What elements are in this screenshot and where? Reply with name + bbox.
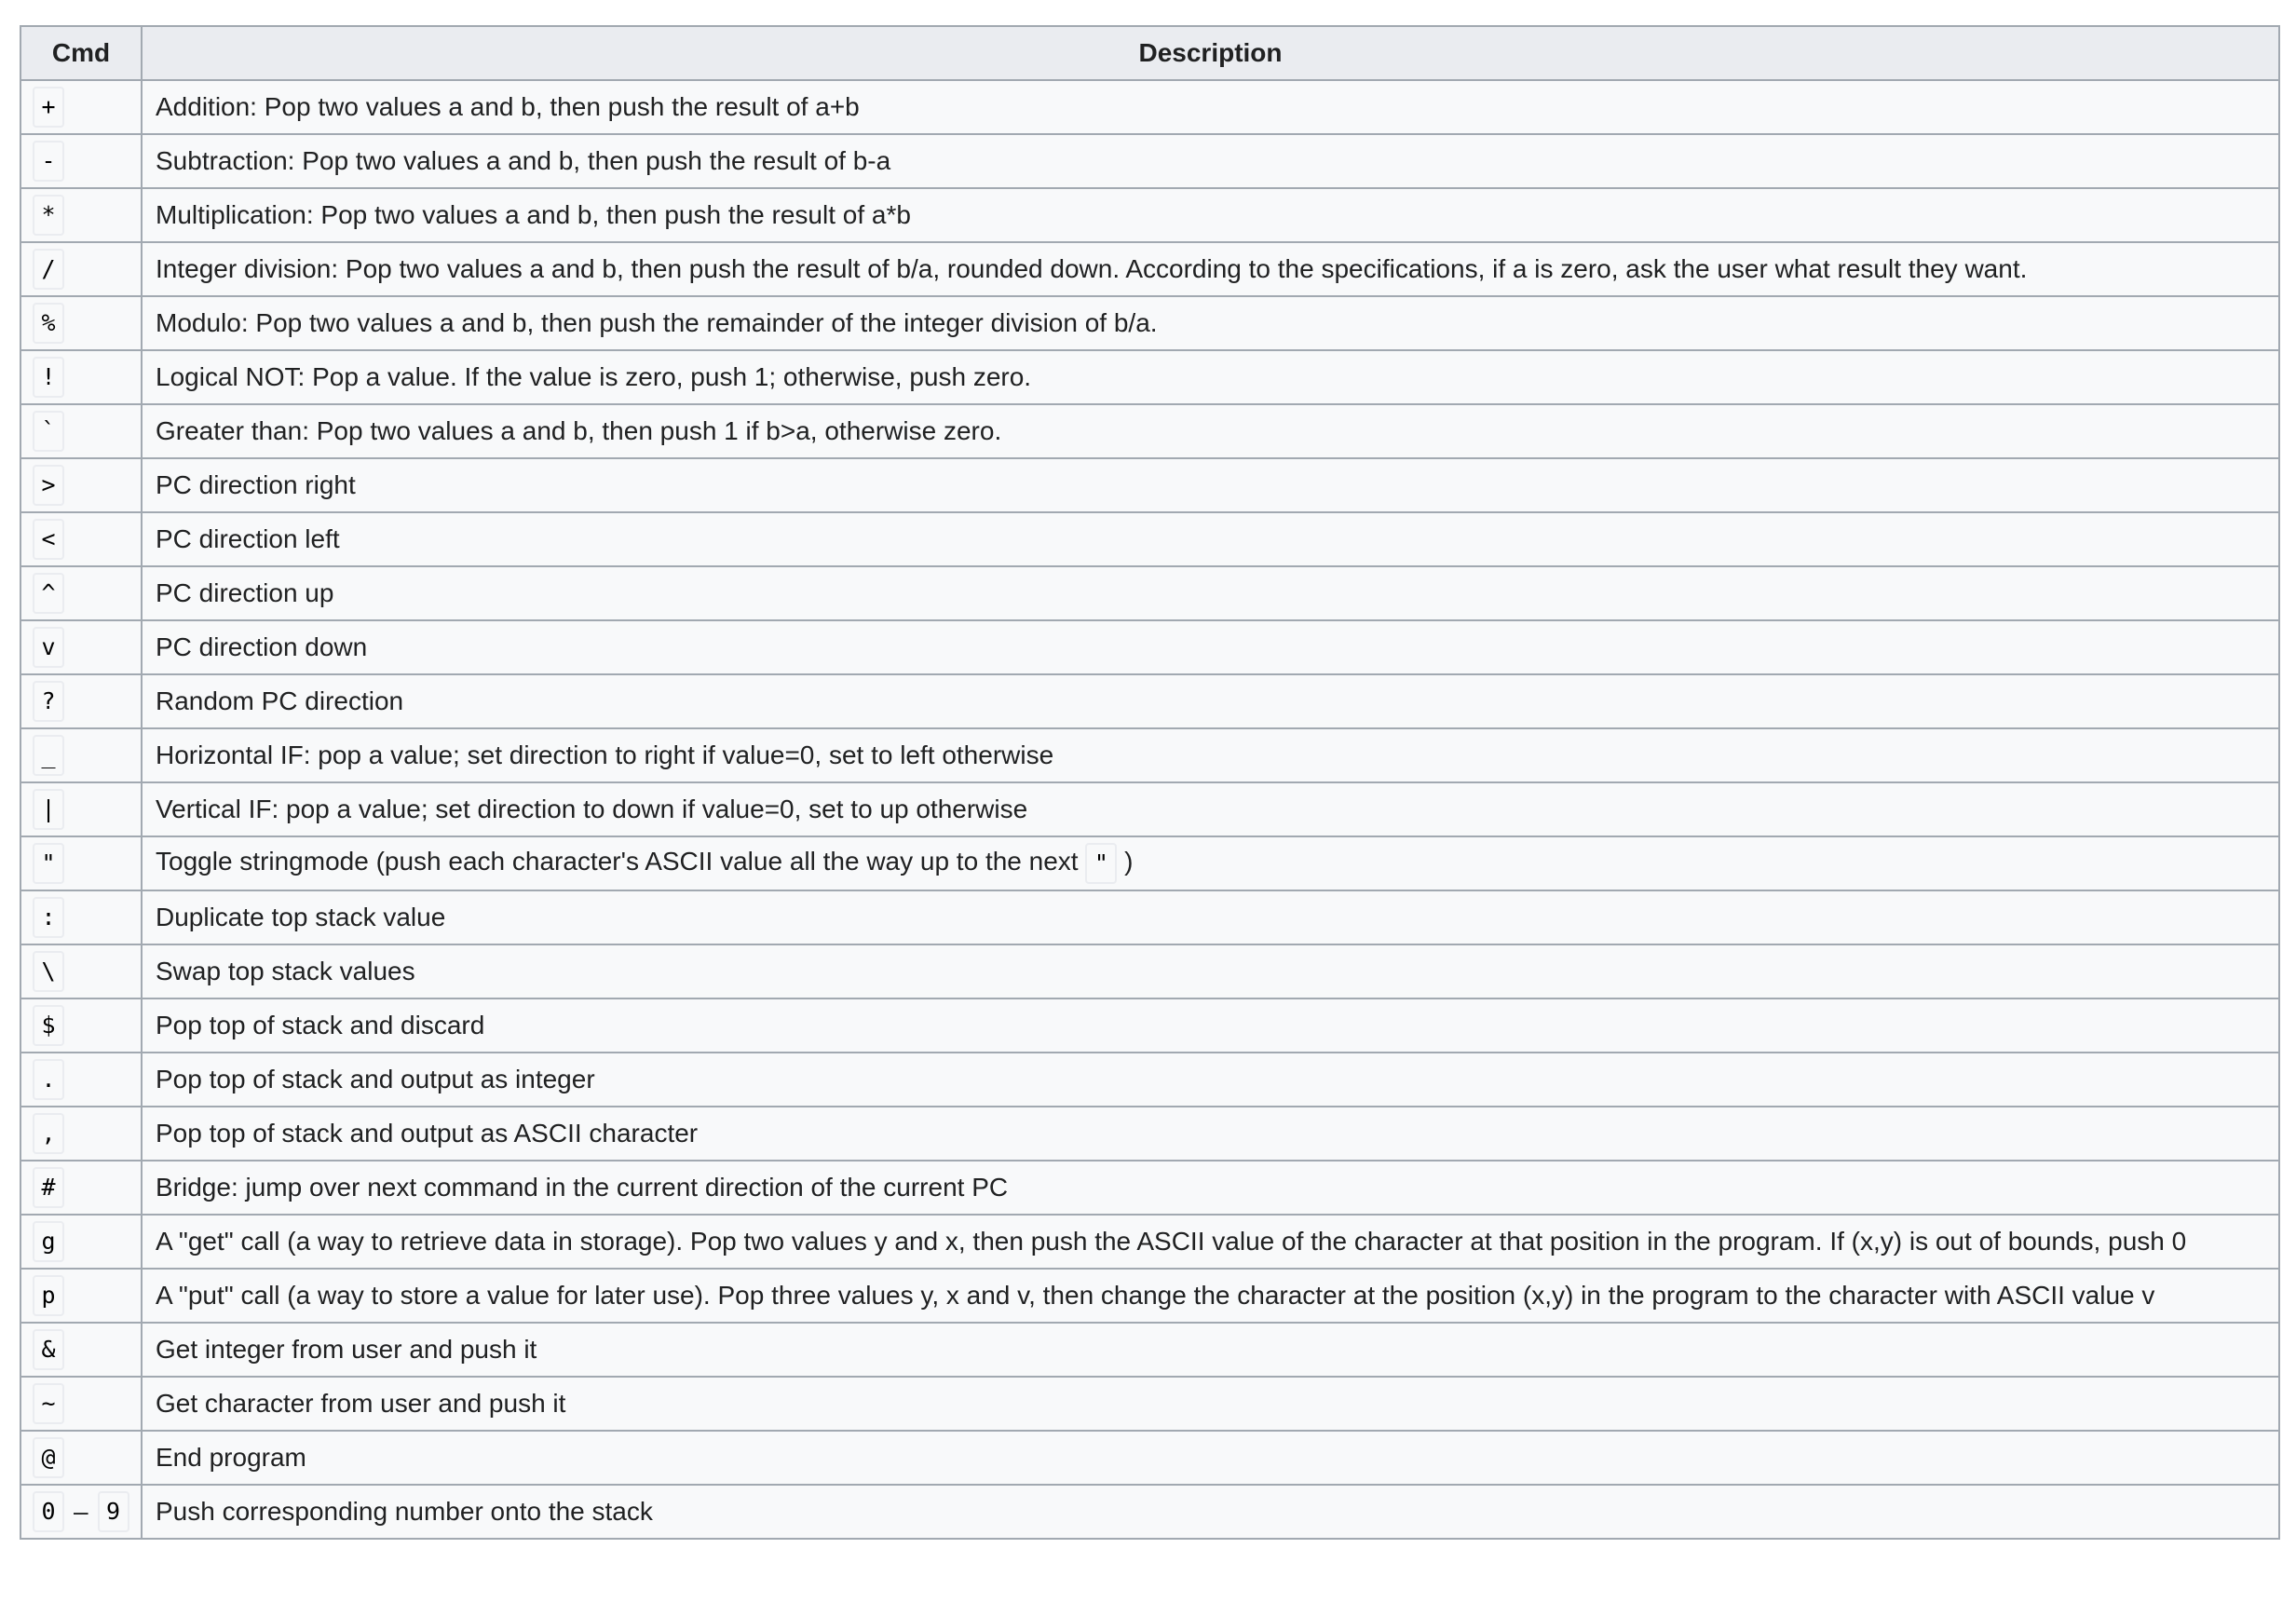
cmd-code: %	[33, 303, 64, 344]
description-cell	[142, 566, 2279, 620]
cmd-cell	[20, 350, 142, 404]
description-cell	[142, 944, 2279, 998]
cmd-cell	[20, 1215, 142, 1269]
description-text: Pop top of stack and output as integer	[156, 1065, 595, 1094]
description-text: Multiplication: Pop two values a and b, then push the result of a*b	[156, 200, 911, 229]
cmd-cell	[20, 512, 142, 566]
table-row	[20, 296, 2279, 350]
description-text: Pop top of stack and output as ASCII character	[156, 1119, 699, 1148]
table-row	[20, 836, 2279, 890]
description-cell	[142, 782, 2279, 836]
description-text: Duplicate top stack value	[156, 903, 446, 931]
description-cell	[142, 134, 2279, 188]
cmd-cell	[20, 458, 142, 512]
table-row	[20, 998, 2279, 1053]
cmd-cell	[20, 1161, 142, 1215]
cmd-code: |	[33, 789, 64, 830]
table-row	[20, 1323, 2279, 1377]
cmd-cell	[20, 242, 142, 296]
table-row	[20, 512, 2279, 566]
description-text: A "get" call (a way to retrieve data in storage). Pop two values y and x, then push the ASCII value of the character at that position in the program. If (x,y) is out of bounds, push 0	[156, 1227, 2187, 1256]
cmd-code: p	[33, 1275, 64, 1316]
description-text: Addition: Pop two values a and b, then push the result of a+b	[156, 92, 860, 121]
table-row	[20, 620, 2279, 674]
description-text: PC direction left	[156, 524, 340, 553]
table-row	[20, 134, 2279, 188]
cmd-cell	[20, 1053, 142, 1107]
cmd-code: -	[33, 141, 64, 182]
table-row	[20, 566, 2279, 620]
cmd-cell	[20, 1377, 142, 1431]
description-cell	[142, 1053, 2279, 1107]
cmd-cell	[20, 782, 142, 836]
description-cell	[142, 188, 2279, 242]
description-text: Subtraction: Pop two values a and b, then push the result of b-a	[156, 146, 891, 175]
description-cell	[142, 728, 2279, 782]
table-row	[20, 1107, 2279, 1161]
cmd-code: _	[33, 735, 64, 776]
cmd-code: <	[33, 519, 64, 560]
description-cell	[142, 296, 2279, 350]
description-cell	[142, 836, 2279, 890]
table-row	[20, 944, 2279, 998]
description-text: PC direction up	[156, 578, 334, 607]
cmd-cell	[20, 620, 142, 674]
description-text: Random PC direction	[156, 686, 404, 715]
description-cell	[142, 404, 2279, 458]
cmd-code: *	[33, 195, 64, 236]
description-cell	[142, 458, 2279, 512]
cmd-code: ^	[33, 573, 64, 614]
cmd-code: ?	[33, 681, 64, 722]
cmd-cell	[20, 80, 142, 134]
cmd-cell	[20, 296, 142, 350]
cmd-code: @	[33, 1437, 64, 1478]
description-text: Swap top stack values	[156, 957, 415, 985]
description-text: Horizontal IF: pop a value; set direction to right if value=0, set to left otherwise	[156, 740, 1054, 769]
description-text: Modulo: Pop two values a and b, then push the remainder of the integer division of b/a.	[156, 308, 1158, 337]
description-cell	[142, 1215, 2279, 1269]
cmd-code: 0	[33, 1491, 64, 1532]
cmd-cell	[20, 1107, 142, 1161]
cmd-code: #	[33, 1167, 64, 1208]
description-text: PC direction down	[156, 632, 368, 661]
cmd-code: .	[33, 1059, 64, 1100]
description-text: Bridge: jump over next command in the current direction of the current PC	[156, 1173, 1009, 1202]
description-cell	[142, 1269, 2279, 1323]
cmd-cell	[20, 134, 142, 188]
description-cell	[142, 1323, 2279, 1377]
description-cell	[142, 620, 2279, 674]
description-cell	[142, 998, 2279, 1053]
cmd-code: v	[33, 627, 64, 668]
description-text: Toggle stringmode (push each character's ASCII value all the way up to the next	[156, 847, 1086, 876]
cmd-code: "	[33, 843, 64, 884]
table-row	[20, 242, 2279, 296]
table-header-row	[20, 26, 2279, 80]
description-text: PC direction right	[156, 470, 356, 499]
table-row	[20, 80, 2279, 134]
table-row	[20, 674, 2279, 728]
cmd-code: !	[33, 357, 64, 398]
description-text: Get character from user and push it	[156, 1389, 566, 1418]
cmd-code: +	[33, 87, 64, 128]
table-row	[20, 1431, 2279, 1485]
description-text: Greater than: Pop two values a and b, then push 1 if b>a, otherwise zero.	[156, 416, 1002, 445]
cmd-code: $	[33, 1005, 64, 1046]
cmd-code: >	[33, 465, 64, 506]
inline-code: "	[1085, 843, 1117, 884]
table-row	[20, 1485, 2279, 1539]
cmd-code: /	[33, 249, 64, 290]
description-cell	[142, 890, 2279, 944]
cmd-code: &	[33, 1329, 64, 1370]
cmd-code: g	[33, 1221, 64, 1262]
description-cell	[142, 242, 2279, 296]
description-cell	[142, 1377, 2279, 1431]
cmd-cell	[20, 728, 142, 782]
cmd-cell	[20, 674, 142, 728]
description-text: End program	[156, 1443, 306, 1472]
description-cell	[142, 80, 2279, 134]
cmd-cell	[20, 836, 142, 890]
cmd-code: ~	[33, 1383, 64, 1424]
description-text: Logical NOT: Pop a value. If the value is zero, push 1; otherwise, push zero.	[156, 362, 1032, 391]
cmd-code: ,	[33, 1113, 64, 1154]
table-row	[20, 782, 2279, 836]
description-cell	[142, 1485, 2279, 1539]
cmd-cell	[20, 1485, 142, 1539]
cmd-code-end: 9	[98, 1491, 129, 1532]
cmd-cell	[20, 1431, 142, 1485]
cmd-cell	[20, 188, 142, 242]
description-text: A "put" call (a way to store a value for later use). Pop three values y, x and v, then change the character at the position (x,y) in the program to the character with ASCII value v	[156, 1281, 2155, 1310]
table-row	[20, 890, 2279, 944]
description-text: Vertical IF: pop a value; set direction to down if value=0, set to up otherwise	[156, 795, 1028, 823]
description-text: Get integer from user and push it	[156, 1335, 537, 1364]
table-row	[20, 404, 2279, 458]
table-row	[20, 1269, 2279, 1323]
cmd-cell	[20, 890, 142, 944]
table-row	[20, 728, 2279, 782]
description-cell	[142, 350, 2279, 404]
cmd-cell	[20, 1269, 142, 1323]
cmd-code: `	[33, 411, 64, 452]
cmd-code: :	[33, 897, 64, 938]
table-row	[20, 188, 2279, 242]
table-row	[20, 1053, 2279, 1107]
table-row	[20, 1377, 2279, 1431]
cmd-cell	[20, 944, 142, 998]
description-text: Integer division: Pop two values a and b, then push the result of b/a, rounded down. According to the specifications, if a is zero, ask the user what result they want.	[156, 254, 2028, 283]
cmd-code: \	[33, 951, 64, 992]
description-text-after: )	[1117, 847, 1134, 876]
description-cell	[142, 512, 2279, 566]
table-row	[20, 350, 2279, 404]
cmd-cell	[20, 998, 142, 1053]
description-cell	[142, 1431, 2279, 1485]
description-cell	[142, 1107, 2279, 1161]
cmd-cell	[20, 404, 142, 458]
range-dash: –	[74, 1497, 88, 1526]
description-text: Push corresponding number onto the stack	[156, 1497, 653, 1526]
table-row	[20, 458, 2279, 512]
table-body	[20, 80, 2279, 1539]
cmd-cell	[20, 1323, 142, 1377]
table-row	[20, 1215, 2279, 1269]
description-text: Pop top of stack and discard	[156, 1011, 485, 1039]
column-header-cmd: Cmd	[20, 26, 142, 80]
befunge-commands-table	[20, 25, 2280, 1540]
table-row	[20, 1161, 2279, 1215]
cmd-cell	[20, 566, 142, 620]
column-header-description: Description	[142, 26, 2279, 80]
description-cell	[142, 1161, 2279, 1215]
description-cell	[142, 674, 2279, 728]
